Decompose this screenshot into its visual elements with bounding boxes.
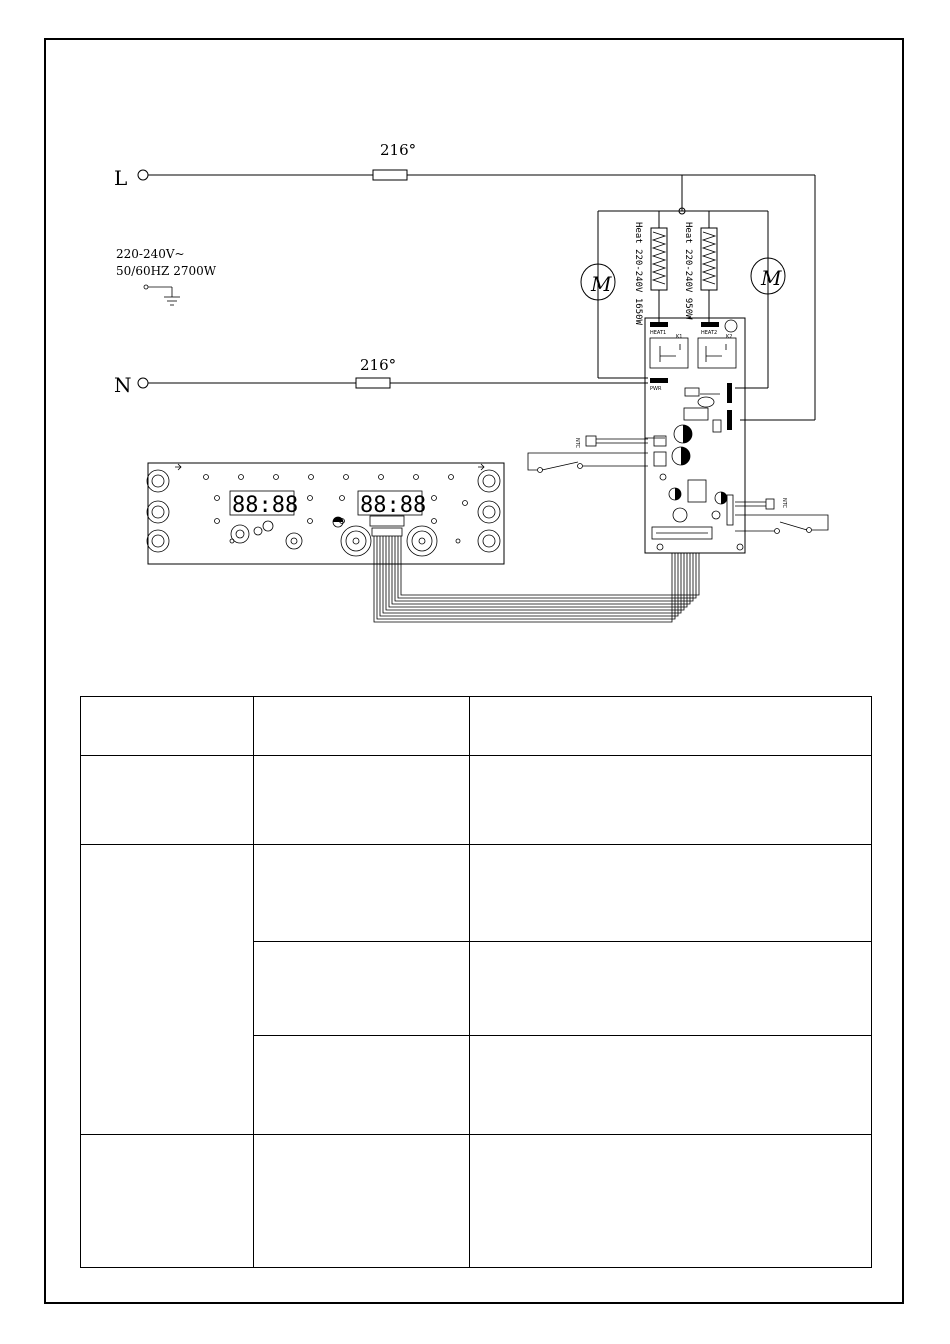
door-switch-left [528, 453, 648, 473]
control-board [645, 318, 745, 553]
heater-left-element [651, 228, 667, 290]
supply-rating: 50/60HZ 2700W [116, 264, 217, 278]
display-board [147, 463, 504, 564]
table-cell [470, 1135, 872, 1268]
heater-right-element [701, 228, 717, 290]
relay-k1 [650, 338, 688, 368]
table-cell [470, 942, 872, 1036]
motor-right-label: M [761, 266, 782, 290]
table-row [81, 697, 872, 756]
neutral-fuse [356, 378, 390, 388]
table-row [81, 756, 872, 845]
neutral-fuse-label: 216° [360, 356, 397, 374]
table-cell [81, 1135, 254, 1268]
table-cell [254, 697, 470, 756]
ntc-left-label: NTC [574, 438, 580, 448]
table-row [81, 845, 872, 942]
table-cell [81, 756, 254, 845]
line-fuse [373, 170, 407, 180]
ribbon-cable [374, 536, 699, 622]
ntc-right-label: NTC [781, 498, 787, 508]
line-terminal [138, 170, 148, 180]
table-cell [254, 1135, 470, 1268]
line-terminal-label: L [114, 166, 128, 190]
heat2-label: HEAT2 [701, 330, 718, 336]
spec-table [80, 696, 872, 1268]
table-row [81, 1135, 872, 1268]
table-cell [470, 756, 872, 845]
door-switch-right [735, 515, 828, 534]
display-right: 88:88 [360, 493, 427, 518]
ntc-left-sensor [574, 436, 648, 449]
heater-right-label: Heat 220-240V 950W [683, 222, 693, 320]
relay-k2 [698, 338, 736, 368]
table-cell [81, 845, 254, 1135]
k2-label: K2 [726, 334, 733, 340]
table-cell [254, 845, 470, 942]
ground-symbol [144, 285, 180, 305]
line-fuse-label: 216° [380, 141, 417, 159]
table-cell [81, 697, 254, 756]
table-cell [254, 942, 470, 1036]
table-cell [470, 697, 872, 756]
table-cell [254, 756, 470, 845]
display-left: 88:88 [232, 493, 299, 518]
ntc-right-sensor [735, 498, 787, 509]
motor-left-label: M [591, 272, 612, 296]
k1-label: K1 [676, 334, 683, 340]
table-cell [470, 1036, 872, 1135]
neutral-terminal [138, 378, 148, 388]
table-cell [254, 1036, 470, 1135]
heater-left-label: Heat 220-240V 1650W [633, 222, 643, 325]
heat1-label: HEAT1 [650, 330, 667, 336]
supply-voltage: 220-240V~ [116, 247, 185, 261]
table-cell [470, 845, 872, 942]
neutral-terminal-label: N [114, 373, 132, 397]
pwr-label: PWR [650, 386, 662, 392]
